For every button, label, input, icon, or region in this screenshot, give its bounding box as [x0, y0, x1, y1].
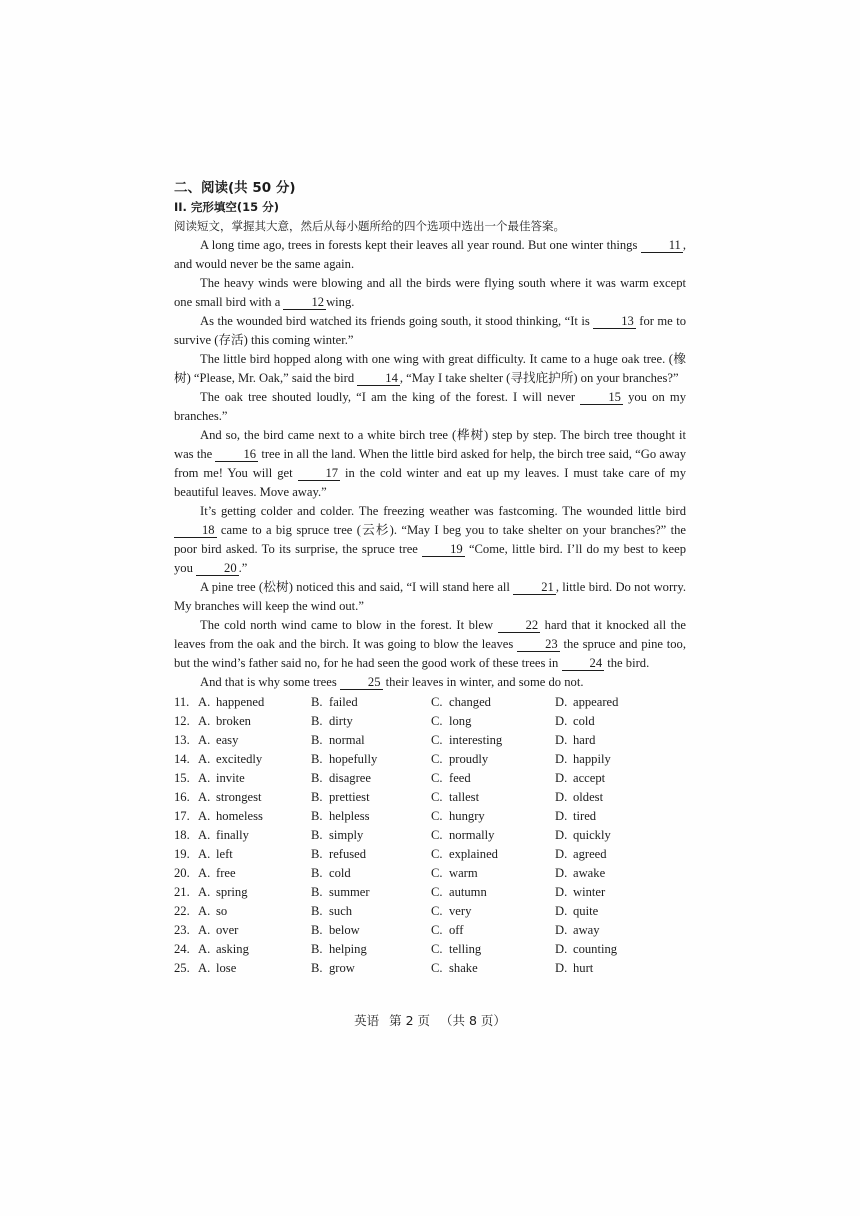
option-letter: A. [198, 733, 211, 747]
question-row [174, 921, 686, 940]
option-b [311, 845, 431, 864]
option-letter: C. [431, 714, 443, 728]
passage-text: tree in all the land. When the little bird asked for help, the birch tree said, “Go away from me! You will get [174, 447, 686, 480]
option-text: off [449, 923, 464, 937]
option-text: summer [329, 885, 370, 899]
option-letter: C. [431, 866, 443, 880]
option-letter: A. [198, 790, 211, 804]
option-text: changed [449, 695, 491, 709]
question-number: 23. [174, 923, 190, 937]
passage-text: their leaves in winter, and some do not. [382, 675, 584, 689]
option-a [174, 921, 311, 940]
option-text: prettiest [329, 790, 370, 804]
option-a [174, 693, 311, 712]
option-letter: D. [555, 790, 568, 804]
option-letter: A. [198, 961, 211, 975]
passage-text: “Come, little bird. I’ll do my best to keep you [174, 542, 686, 575]
passage-text: The cold north wind came to blow in the forest. It blew [200, 618, 498, 632]
passage-text: , little bird. Do not worry. My branches will keep the wind out.” [174, 580, 686, 613]
option-letter: A. [198, 771, 211, 785]
option-d [555, 940, 665, 959]
option-d [555, 883, 665, 902]
blank-15: 15 [580, 390, 623, 405]
option-b [311, 921, 431, 940]
question-row [174, 788, 686, 807]
option-b [311, 750, 431, 769]
option-letter: C. [431, 752, 443, 766]
passage-text: , “May I take shelter (寻找庇护所) on your branches?” [399, 371, 679, 385]
option-c [431, 788, 555, 807]
option-text: shake [449, 961, 478, 975]
question-number: 13. [174, 733, 190, 747]
option-letter: C. [431, 847, 443, 861]
option-b [311, 959, 431, 978]
question-number: 16. [174, 790, 190, 804]
option-c [431, 750, 555, 769]
option-letter: B. [311, 714, 323, 728]
option-letter: A. [198, 866, 211, 880]
option-letter: A. [198, 885, 211, 899]
option-letter: C. [431, 790, 443, 804]
passage-text: for me to survive (存活) this coming winter.” [174, 314, 687, 347]
question-row [174, 712, 686, 731]
option-text: strongest [216, 790, 262, 804]
option-d [555, 864, 665, 883]
option-c [431, 807, 555, 826]
option-c [431, 845, 555, 864]
blank-17: 17 [298, 466, 341, 481]
option-letter: C. [431, 885, 443, 899]
footer-total: （共 8 页） [439, 1013, 506, 1028]
option-text: away [573, 923, 600, 937]
option-letter: C. [431, 733, 443, 747]
option-text: such [329, 904, 353, 918]
question-row [174, 883, 686, 902]
option-a [174, 731, 311, 750]
option-text: telling [449, 942, 482, 956]
option-text: tired [573, 809, 597, 823]
option-c [431, 902, 555, 921]
option-letter: D. [555, 942, 568, 956]
passage-paragraph [174, 350, 686, 388]
option-b [311, 769, 431, 788]
option-c [431, 959, 555, 978]
answer-options [174, 693, 686, 978]
passage-text: And so, the bird came next to a white birch tree (桦树) step by step. The birch tree thought it was the [174, 428, 686, 461]
passage-text: the spruce and pine too, but the wind’s father said no, for he had seen the good work of these trees in [174, 637, 686, 670]
passage-text: hard that it knocked all the leaves from the oak and the birch. It was going to blow the leaves [174, 618, 686, 651]
option-letter: B. [311, 809, 323, 823]
option-d [555, 769, 665, 788]
option-c [431, 883, 555, 902]
option-text: helping [329, 942, 367, 956]
option-c [431, 864, 555, 883]
option-letter: D. [555, 752, 568, 766]
option-letter: B. [311, 866, 323, 880]
option-a [174, 902, 311, 921]
option-b [311, 807, 431, 826]
passage-paragraph [174, 673, 686, 692]
question-number: 18. [174, 828, 190, 842]
cloze-instruction: 阅读短文，掌握其大意，然后从每小题所给的四个选项中选出一个最佳答案。 [174, 219, 565, 233]
question-number: 24. [174, 942, 190, 956]
option-b [311, 693, 431, 712]
option-d [555, 921, 665, 940]
blank-11: 11 [641, 238, 683, 253]
option-text: easy [216, 733, 239, 747]
option-a [174, 883, 311, 902]
option-letter: C. [431, 904, 443, 918]
option-text: so [216, 904, 228, 918]
option-b [311, 712, 431, 731]
passage-text: The little bird hopped along with one wing with great difficulty. It came to a huge oak tree. (橡树) “Please, Mr. Oak,” said the bird [174, 352, 686, 385]
option-letter: B. [311, 923, 323, 937]
option-a [174, 788, 311, 807]
option-text: autumn [449, 885, 487, 899]
option-text: below [329, 923, 360, 937]
question-row [174, 845, 686, 864]
question-number: 20. [174, 866, 190, 880]
option-text: agreed [573, 847, 607, 861]
option-d [555, 826, 665, 845]
option-a [174, 959, 311, 978]
reading-section [174, 178, 686, 978]
option-text: cold [329, 866, 351, 880]
passage-text: A pine tree (松树) noticed this and said, “I will stand here all [200, 580, 514, 594]
option-letter: D. [555, 695, 568, 709]
option-text: asking [216, 942, 249, 956]
question-number: 11. [174, 695, 190, 709]
option-letter: A. [198, 942, 211, 956]
question-row [174, 864, 686, 883]
option-a [174, 712, 311, 731]
option-d [555, 693, 665, 712]
question-number: 17. [174, 809, 190, 823]
passage-text: .” [238, 561, 248, 575]
option-letter: B. [311, 942, 323, 956]
passage-paragraph [174, 236, 686, 274]
option-letter: D. [555, 847, 568, 861]
option-text: awake [573, 866, 606, 880]
option-letter: D. [555, 714, 568, 728]
option-b [311, 826, 431, 845]
option-c [431, 921, 555, 940]
option-letter: A. [198, 923, 211, 937]
option-letter: C. [431, 695, 443, 709]
passage-text: It’s getting colder and colder. The freezing weather was fastcoming. The wounded little bird [200, 504, 686, 518]
option-text: left [216, 847, 233, 861]
option-text: winter [573, 885, 606, 899]
option-text: accept [573, 771, 606, 785]
option-letter: D. [555, 771, 568, 785]
passage-text: A long time ago, trees in forests kept their leaves all year round. But one winter things [200, 238, 641, 252]
blank-24: 24 [562, 656, 605, 671]
option-letter: D. [555, 904, 568, 918]
option-text: quickly [573, 828, 611, 842]
option-d [555, 902, 665, 921]
question-number: 22. [174, 904, 190, 918]
blank-14: 14 [357, 371, 400, 386]
option-b [311, 883, 431, 902]
passage-paragraph [174, 578, 686, 616]
passage-text: you on my branches.” [174, 390, 686, 423]
option-letter: C. [431, 828, 443, 842]
option-b [311, 940, 431, 959]
option-text: excitedly [216, 752, 263, 766]
option-c [431, 826, 555, 845]
option-letter: B. [311, 695, 323, 709]
option-b [311, 788, 431, 807]
option-text: very [449, 904, 472, 918]
option-a [174, 807, 311, 826]
option-letter: D. [555, 733, 568, 747]
passage-paragraph [174, 616, 686, 673]
option-d [555, 959, 665, 978]
option-letter: A. [198, 714, 211, 728]
question-row [174, 750, 686, 769]
passage-text: , and would never be the same again. [174, 238, 686, 271]
option-letter: D. [555, 866, 568, 880]
question-number: 15. [174, 771, 190, 785]
option-a [174, 864, 311, 883]
option-letter: B. [311, 847, 323, 861]
option-letter: A. [198, 752, 211, 766]
option-a [174, 845, 311, 864]
question-row [174, 693, 686, 712]
passage-paragraph [174, 426, 686, 502]
option-text: long [449, 714, 472, 728]
option-letter: B. [311, 885, 323, 899]
blank-19: 19 [422, 542, 465, 557]
option-text: lose [216, 961, 237, 975]
option-d [555, 731, 665, 750]
option-letter: B. [311, 790, 323, 804]
blank-25: 25 [340, 675, 383, 690]
option-text: simply [329, 828, 364, 842]
option-text: dirty [329, 714, 353, 728]
option-a [174, 769, 311, 788]
blank-12: 12 [283, 295, 326, 310]
option-text: hopefully [329, 752, 378, 766]
cloze-subtitle: II. 完形填空(15 分) [174, 200, 279, 214]
question-row [174, 902, 686, 921]
option-c [431, 712, 555, 731]
question-row [174, 940, 686, 959]
option-d [555, 788, 665, 807]
blank-23: 23 [517, 637, 560, 652]
page-footer [0, 1011, 860, 1029]
option-text: failed [329, 695, 358, 709]
question-row [174, 807, 686, 826]
blank-18: 18 [174, 523, 217, 538]
option-letter: C. [431, 771, 443, 785]
option-letter: B. [311, 733, 323, 747]
question-row [174, 959, 686, 978]
option-text: proudly [449, 752, 489, 766]
option-text: hard [573, 733, 596, 747]
option-d [555, 807, 665, 826]
option-text: invite [216, 771, 245, 785]
blank-16: 16 [215, 447, 258, 462]
option-text: cold [573, 714, 595, 728]
option-letter: C. [431, 809, 443, 823]
passage-paragraph [174, 274, 686, 312]
option-letter: B. [311, 828, 323, 842]
passage-text: And that is why some trees [200, 675, 340, 689]
section-title: 二、阅读(共 50 分) [174, 180, 296, 196]
option-text: helpless [329, 809, 370, 823]
passage-paragraph [174, 312, 686, 350]
option-letter: B. [311, 904, 323, 918]
passage-paragraph [174, 388, 686, 426]
option-d [555, 845, 665, 864]
question-row [174, 826, 686, 845]
question-row [174, 769, 686, 788]
option-letter: C. [431, 942, 443, 956]
option-b [311, 902, 431, 921]
option-letter: A. [198, 695, 211, 709]
cloze-passage [174, 236, 686, 692]
option-text: appeared [573, 695, 619, 709]
option-text: happened [216, 695, 265, 709]
passage-text: the bird. [604, 656, 650, 670]
option-text: quite [573, 904, 599, 918]
option-d [555, 712, 665, 731]
blank-20: 20 [196, 561, 239, 576]
blank-21: 21 [513, 580, 556, 595]
option-text: disagree [329, 771, 371, 785]
passage-text: The oak tree shouted loudly, “I am the king of the forest. I will never [200, 390, 581, 404]
option-text: warm [449, 866, 478, 880]
passage-paragraph [174, 502, 686, 578]
passage-text: in the cold winter and eat up my leaves. I must take care of my beautiful leaves. Move away.” [174, 466, 686, 499]
option-letter: C. [431, 961, 443, 975]
option-c [431, 731, 555, 750]
option-text: hurt [573, 961, 594, 975]
option-b [311, 731, 431, 750]
option-a [174, 826, 311, 845]
question-number: 19. [174, 847, 190, 861]
option-letter: A. [198, 847, 211, 861]
option-text: refused [329, 847, 367, 861]
option-letter: D. [555, 885, 568, 899]
blank-13: 13 [593, 314, 636, 329]
passage-text: came to a big spruce tree (云杉). “May I beg you to take shelter on your branches?” the poor bird asked. To its surprise, the spruce tree [174, 523, 686, 556]
option-b [311, 864, 431, 883]
option-text: normal [329, 733, 365, 747]
option-letter: D. [555, 828, 568, 842]
option-text: over [216, 923, 239, 937]
option-text: normally [449, 828, 495, 842]
passage-text: As the wounded bird watched its friends going south, it stood thinking, “It is [200, 314, 594, 328]
question-number: 25. [174, 961, 190, 975]
question-row [174, 731, 686, 750]
option-letter: A. [198, 904, 211, 918]
option-letter: B. [311, 961, 323, 975]
option-text: hungry [449, 809, 485, 823]
question-number: 14. [174, 752, 190, 766]
footer-subject: 英语 [354, 1013, 380, 1028]
option-letter: D. [555, 961, 568, 975]
footer-page: 第 2 页 [389, 1013, 430, 1028]
option-letter: B. [311, 771, 323, 785]
option-text: oldest [573, 790, 604, 804]
option-a [174, 940, 311, 959]
option-d [555, 750, 665, 769]
option-text: tallest [449, 790, 480, 804]
option-text: explained [449, 847, 498, 861]
option-text: happily [573, 752, 611, 766]
option-text: finally [216, 828, 249, 842]
option-text: interesting [449, 733, 503, 747]
option-text: broken [216, 714, 251, 728]
option-text: free [216, 866, 236, 880]
option-text: grow [329, 961, 355, 975]
blank-22: 22 [498, 618, 541, 633]
option-c [431, 940, 555, 959]
option-c [431, 693, 555, 712]
option-text: spring [216, 885, 248, 899]
option-letter: D. [555, 809, 568, 823]
option-a [174, 750, 311, 769]
option-letter: B. [311, 752, 323, 766]
question-number: 12. [174, 714, 190, 728]
question-number: 21. [174, 885, 190, 899]
option-text: homeless [216, 809, 263, 823]
option-letter: A. [198, 828, 211, 842]
passage-text: wing. [326, 295, 355, 309]
option-text: counting [573, 942, 618, 956]
option-text: feed [449, 771, 471, 785]
option-letter: D. [555, 923, 568, 937]
option-letter: A. [198, 809, 211, 823]
option-c [431, 769, 555, 788]
passage-text: The heavy winds were blowing and all the birds were flying south where it was warm except one small bird with a [174, 276, 686, 309]
option-letter: C. [431, 923, 443, 937]
